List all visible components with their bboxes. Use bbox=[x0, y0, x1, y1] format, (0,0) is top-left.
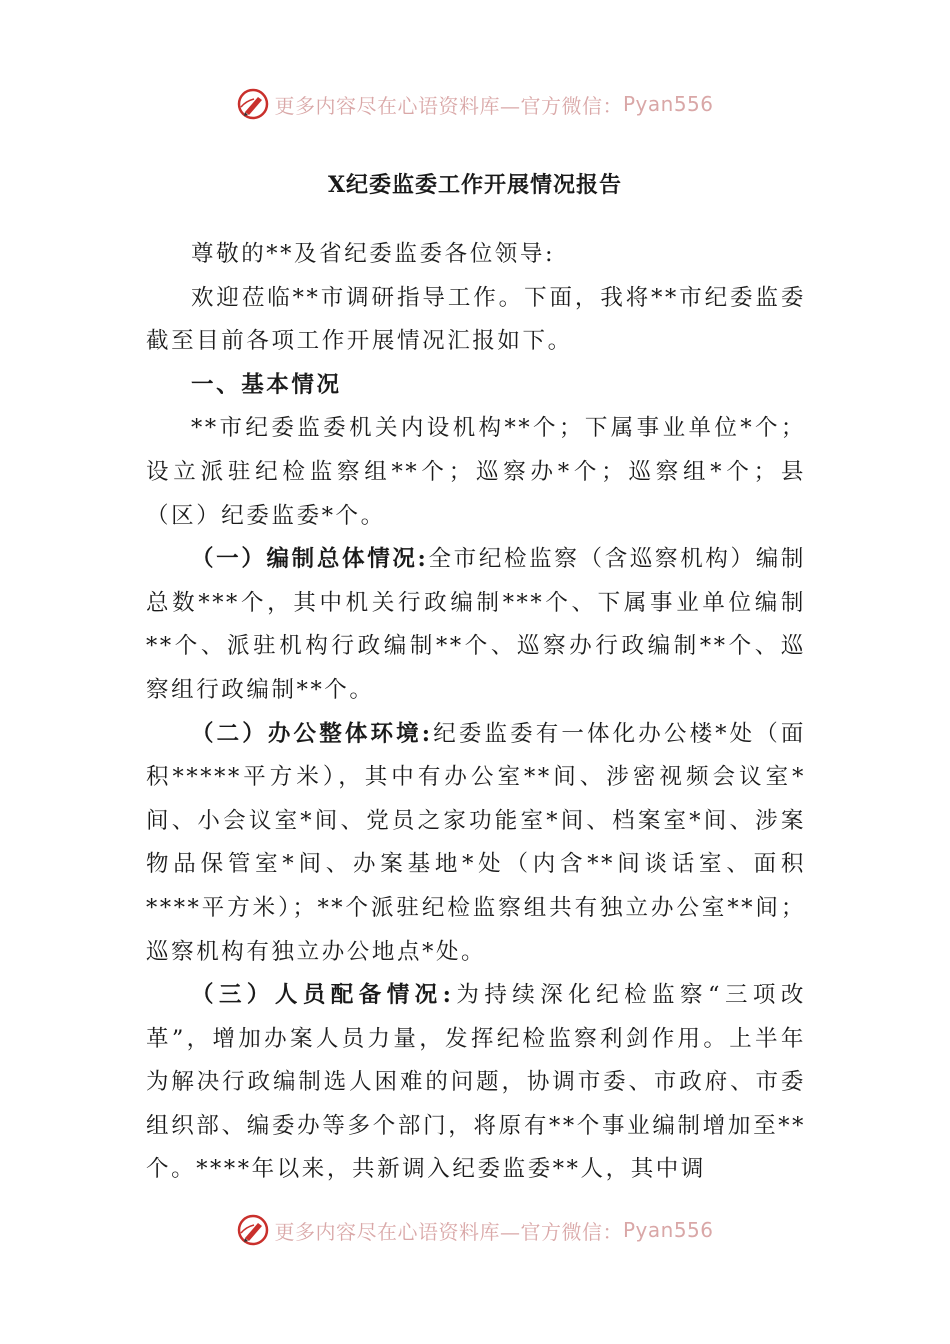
watermark-banner-bottom bbox=[0, 1208, 950, 1252]
subsection-body-staffing: 全市纪检监察（含巡察机构）编制总数***个，其中机关行政编制***个、下属事业单位编制**个、派驻机构行政编制**个、巡察办行政编制**个、巡察组行政编制**个。 bbox=[146, 546, 806, 703]
section-heading-basic: 一、基本情况 bbox=[191, 371, 342, 398]
pen-logo-icon bbox=[236, 87, 270, 121]
subsection-personnel-paragraph bbox=[146, 974, 806, 1192]
document-title: X纪委监委工作开展情况报告 bbox=[327, 172, 623, 198]
watermark-banner-top bbox=[0, 82, 950, 126]
subsection-office-paragraph bbox=[146, 713, 806, 975]
intro-paragraph: 欢迎莅临**市调研指导工作。下面，我将**市纪委监委截至目前各项工作开展情况汇报如下。 bbox=[146, 284, 806, 355]
banner-text: 更多内容尽在心语资料库—官方微信： bbox=[274, 93, 623, 118]
subsection-heading-staffing: （一）编制总体情况: bbox=[191, 546, 429, 573]
banner-wechat-id: Pyan556 bbox=[622, 92, 714, 116]
subsection-heading-office: （二）办公整体环境: bbox=[191, 720, 433, 747]
subsection-body-office: 纪委监委有一体化办公楼*处（面积*****平方米），其中有办公室**间、涉密视频会议室*间、小会议室*间、党员之家功能室*间、档案室*间、涉案物品保管室*间、办案基地*处（内含**间谈话室、面积****平方米）；**个派驻纪检监察组共有独立办公室**间；巡察机构有独立办公地点*处。 bbox=[146, 720, 806, 965]
subsection-staffing-paragraph bbox=[146, 538, 806, 712]
banner-wechat-id: Pyan556 bbox=[622, 1218, 714, 1242]
banner-text: 更多内容尽在心语资料库—官方微信： bbox=[274, 1219, 623, 1244]
document-body bbox=[146, 233, 806, 1192]
section-basic-paragraph: **市纪委监委机关内设机构**个；下属事业单位*个；设立派驻纪检监察组**个；巡察办*个；巡察组*个；县（区）纪委监委*个。 bbox=[146, 415, 806, 529]
pen-logo-icon bbox=[236, 1213, 270, 1247]
subsection-body-personnel: 为持续深化纪检监察“三项改革”，增加办案人员力量，发挥纪检监察利剑作用。上半年为解决行政编制选人困难的问题，协调市委、市政府、市委组织部、编委办等多个部门，将原有**个事业编制增加至**个。****年以来，共新调入纪委监委**人，其中调 bbox=[146, 982, 806, 1183]
salutation: 尊敬的**及省纪委监委各位领导: bbox=[191, 241, 556, 267]
subsection-heading-personnel: （三）人员配备情况: bbox=[191, 982, 454, 1009]
